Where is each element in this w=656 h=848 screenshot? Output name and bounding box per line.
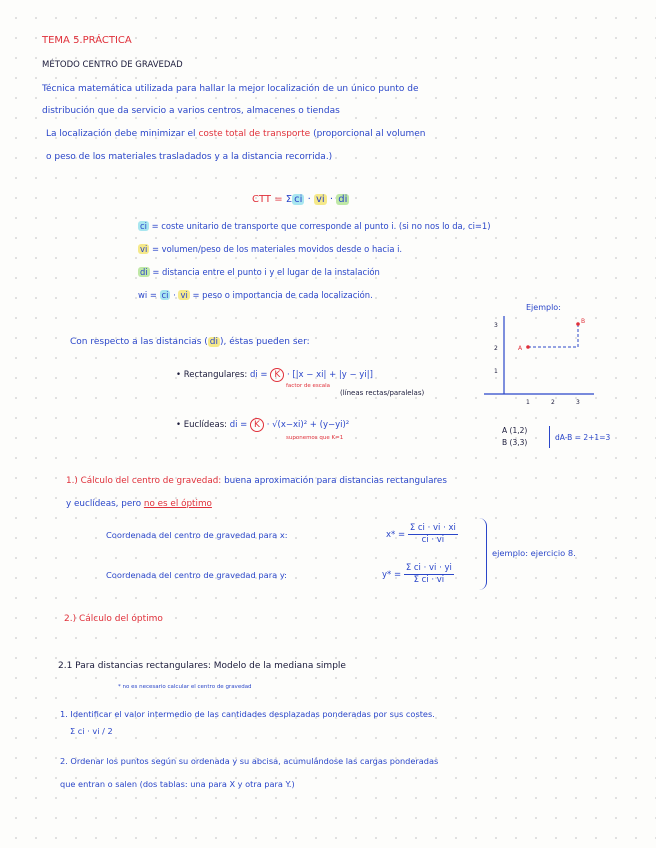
coords-bracket [546,426,550,448]
step1-line-b: Σ ci · vi / 2 [70,726,113,736]
def-ci [138,219,491,233]
def-vi-term: vi [140,244,148,254]
y-tick-1: 1 [494,368,498,375]
point-a [526,345,530,349]
coord-x-formula [386,522,458,548]
y-tick-3: 3 [494,322,498,329]
example-chart [482,312,602,422]
rect-formula-post: · [|x − xi| + |y − yi|] [286,370,373,380]
intro-line-3-post: (proporcional al volumen [313,129,426,139]
def-vi-text: = volumen/peso de los materiales movidos desde o hacia i. [151,244,403,254]
distances-intro-term: di [209,337,219,347]
page-title: TEMA 5.PRÁCTICA [42,35,132,46]
def-wi-dot: · [173,290,176,300]
coord-x-num: Σ ci · vi · xi [409,523,456,533]
coord-x-label: Coordenada del centro de gravedad para x: [106,530,288,540]
step2-line-b: que entran o salen (dos tablas: una para X y otra para Y.) [60,779,295,789]
section1-title-post: buena aproximación para distancias rectangulares [224,476,447,486]
eucl-note-k: suponemos que K=1 [286,435,344,441]
def-vi [138,242,402,256]
coord-x-den: ci · vi [421,535,445,545]
eucl-formula-pre: di = [229,420,248,430]
rect-note-k: factor de escala [286,383,331,389]
section1-line2 [66,497,212,511]
y-tick-2: 2 [494,345,498,352]
coord-x-fraction [408,523,458,546]
section2-title: 2.) Cálculo del óptimo [64,614,163,624]
coords-a: A (1,2) [502,426,528,435]
coord-y-den: Σ ci · vi [413,575,445,585]
rect-label: • Rectangulares: [176,370,248,380]
intro-highlight: coste total de transporte [198,129,311,139]
ctt-vi: vi [315,194,325,205]
eucl-formula-post: · √(x−xi)² + (y−yi)² [266,420,350,430]
section1-line2-pre: y euclídeas, pero [66,499,142,509]
def-di-text: = distancia entre el punto i y el lugar de la instalación [152,267,380,277]
k-circle-icon: K [270,368,284,382]
def-ci-term: ci [140,221,147,231]
ctt-dot-1: · [307,194,311,205]
intro-line-4: o peso de los materiales trasladados y a la distancia recorrida.) [46,152,333,162]
distances-intro-pre: Con respecto a las distancias ( [70,337,208,347]
section1-title-red: 1.) Cálculo del centro de gravedad: [66,476,222,486]
example-distance: dA-B = 2+1=3 [555,433,611,442]
step1-line-a: 1. Identificar el valor intermedio de las cantidades desplazadas ponderadas por sus costes. [60,709,435,719]
ctt-sum: Σ [285,194,293,205]
x-tick-1: 1 [526,399,530,406]
coord-x-var: x* = [386,530,406,540]
k-circle-icon-2: K [250,418,264,432]
intro-line-2: distribución que da servicio a varios centros, almacenes o tiendas [42,106,340,116]
coord-y-formula [382,562,454,588]
point-b-label: B [581,318,586,325]
coords-brace [478,518,487,590]
intro-line-1: Técnica matemática utilizada para hallar la mejor localización de un único punto de [42,84,419,94]
rect-distance [176,368,373,382]
section2-subtitle: 2.1 Para distancias rectangulares: Modelo de la mediana simple [58,661,346,671]
distances-intro-post: ), éstas pueden ser: [220,337,310,347]
point-b [576,322,580,326]
example-ref: ejemplo: ejercicio 8. [492,548,576,558]
point-a-label: A [518,345,523,352]
eucl-label: • Euclídeas: [176,420,227,430]
ctt-label: CTT = [252,194,283,205]
rect-formula-pre: di = [249,370,268,380]
rect-note-grid: (líneas rectas/paralelas) [340,389,425,397]
x-tick-3: 3 [576,399,580,406]
def-wi-text: = peso o importancia de cada localización. [192,290,373,300]
ctt-dot-2: · [329,194,334,205]
def-wi-ci: ci [161,290,169,300]
def-wi-term: wi = [138,290,157,300]
ctt-di: di [338,194,348,205]
example-label: Ejemplo: [526,303,561,312]
x-tick-2: 2 [551,399,555,406]
def-ci-text: = coste unitario de transporte que corresponde al punto i. (si no nos lo da, ci=1) [151,221,491,231]
section1-title [66,474,447,488]
section1-not-optimal: no es el óptimo [143,499,212,509]
coord-y-label: Coordenada del centro de gravedad para y: [106,570,287,580]
ctt-formula [252,193,349,207]
intro-line-3-pre: La localización debe minimizar el [46,129,196,139]
def-wi [138,288,373,302]
coord-y-num: Σ ci · vi · yi [405,563,452,573]
ctt-ci: ci [294,194,303,205]
eucl-distance [176,418,349,432]
def-di [138,265,380,279]
coord-y-fraction [404,563,454,586]
step2-line-a: 2. Ordenar los puntos según su ordenada y su abcisa, acumulándose las cargas ponderadas [60,756,439,766]
section2-note: * no es necesario calcular el centro de gravedad [118,684,252,690]
page-subtitle: MÉTODO CENTRO DE GRAVEDAD [42,60,183,70]
coord-y-var: y* = [382,570,402,580]
def-di-term: di [140,267,148,277]
distances-intro [70,335,310,349]
intro-line-3 [46,127,425,141]
def-wi-vi: vi [180,290,188,300]
coords-b: B (3,3) [502,438,528,447]
